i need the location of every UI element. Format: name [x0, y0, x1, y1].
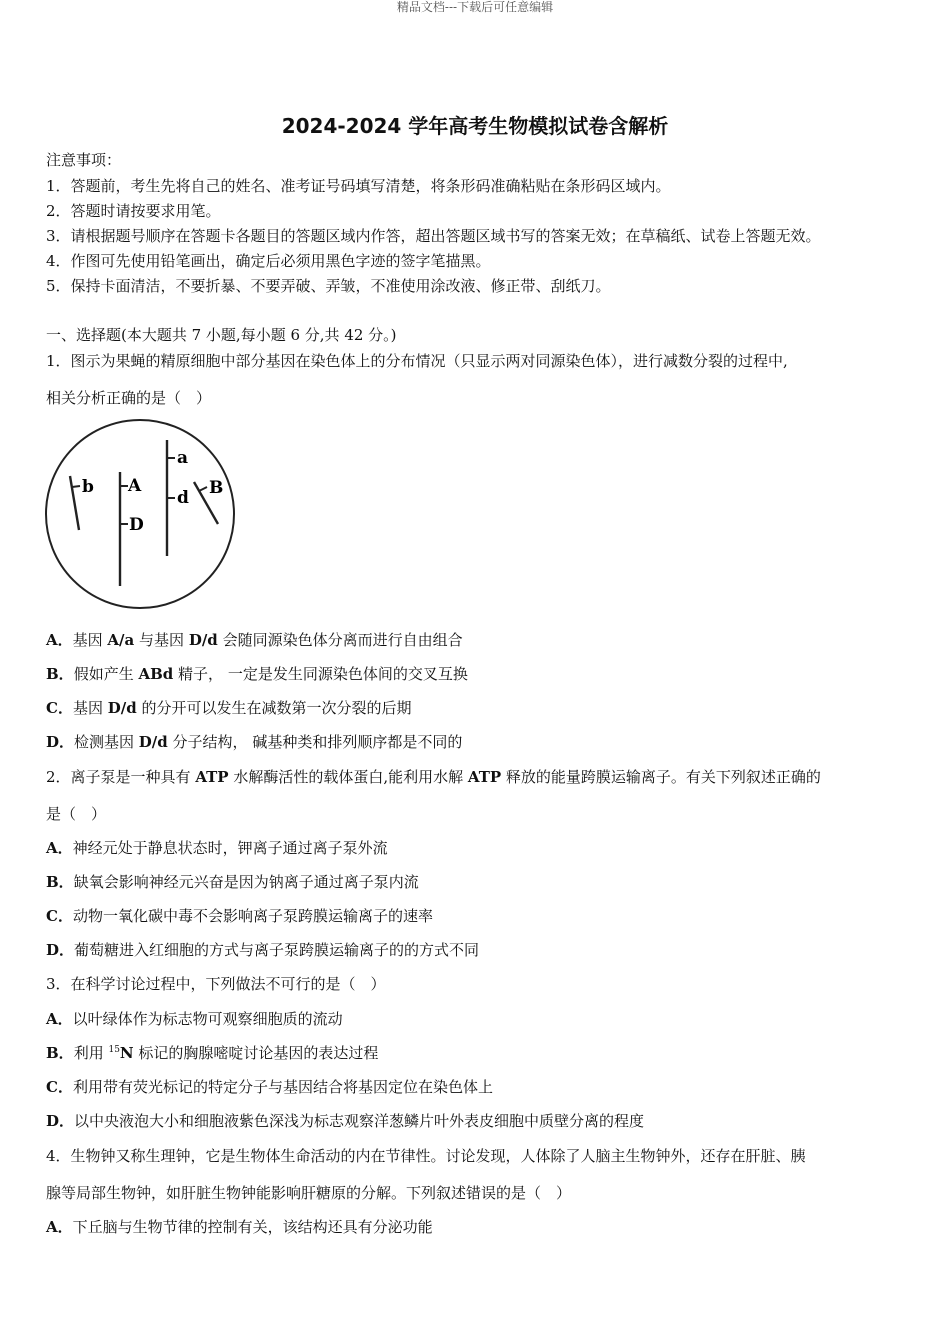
q1-stem-line-1: 1．图示为果蝇的精原细胞中部分基因在染色体上的分布情况（只显示两对同源染色体），进行减数分裂的过程中,	[46, 352, 788, 370]
option-text: 与基因	[134, 631, 189, 649]
q4-stem-line-2: 腺等局部生物钟，如肝脏生物钟能影响肝糖原的分解。下列叙述错误的是（ ）	[46, 1184, 572, 1202]
option-text: 以中央液泡大小和细胞液紫色深浅为标志观察洋葱鳞片叶外表皮细胞中质壁分离的程度	[74, 1112, 645, 1130]
chromosome-figure	[42, 416, 242, 616]
q2-option-c	[46, 906, 433, 926]
option-text: 会随同源染色体分离而进行自由组合	[217, 631, 463, 649]
gene-label-A: A	[128, 476, 142, 496]
option-text: 神经元处于静息状态时，钾离子通过离子泵外流	[72, 839, 388, 857]
option-letter: C．	[46, 1078, 73, 1096]
option-letter: B．	[46, 665, 74, 683]
notice-item-3: 3．请根据题号顺序在答题卡各题目的答题区域内作答，超出答题区域书写的答案无效；在草稿纸、试卷上答题无效。	[46, 227, 821, 245]
gene-mark-B	[199, 487, 207, 491]
gene-name: ABd	[138, 665, 174, 683]
option-text: 分子结构， 碱基种类和排列顺序都是不同的	[167, 733, 463, 751]
option-letter: D．	[46, 941, 75, 959]
option-text: 的分开可以发生在减数第一次分裂的后期	[136, 699, 412, 717]
option-letter: C．	[46, 907, 73, 925]
option-letter: D．	[46, 733, 75, 751]
notice-item-5: 5．保持卡面清洁，不要折暴、不要弄破、弄皱，不准使用涂改液、修正带、刮纸刀。	[46, 277, 611, 295]
notice-item-1: 1．答题前，考生先将自己的姓名、准考证号码填写清楚，将条形码准确粘贴在条形码区域内。	[46, 177, 671, 195]
option-letter: C．	[46, 699, 73, 717]
gene-label-a: a	[177, 448, 189, 468]
gene-label-d: d	[177, 488, 189, 508]
option-text: 葡萄糖进入红细胞的方式与离子泵跨膜运输离子的的方式不同	[74, 941, 480, 959]
gene-label-D: D	[129, 515, 144, 535]
gene-name: A/a	[107, 631, 135, 649]
stem-text: 水解酶活性的载体蛋白,能利用水解	[228, 768, 468, 786]
header-note: 精品文档---下载后可任意编辑	[396, 0, 554, 14]
notice-item-4: 4．作图可先使用铅笔画出，确定后必须用黑色字迹的签字笔描黑。	[46, 252, 491, 270]
isotope-mass-number: 15	[108, 1045, 120, 1055]
option-text: 利用带有荧光标记的特定分子与基因结合将基因定位在染色体上	[72, 1078, 493, 1096]
q3-option-d	[46, 1111, 644, 1131]
gene-name: D/d	[138, 733, 168, 751]
q1-option-a	[46, 630, 463, 650]
q2-option-b	[46, 872, 419, 892]
term-atp: ATP	[467, 768, 502, 786]
option-letter: A．	[46, 1218, 73, 1236]
option-letter: B．	[46, 1044, 74, 1062]
gene-name: D/d	[107, 699, 137, 717]
q2-option-d	[46, 940, 479, 960]
option-letter: A．	[46, 839, 73, 857]
option-letter: B．	[46, 873, 74, 891]
option-letter: A．	[46, 631, 73, 649]
q4-option-a	[46, 1217, 433, 1237]
option-text: 动物一氧化碳中毒不会影响离子泵跨膜运输离子的速率	[72, 907, 433, 925]
notice-item-2: 2．答题时请按要求用笔。	[46, 202, 221, 220]
page-title: 2024-2024 学年高考生物模拟试卷含解析	[281, 114, 669, 138]
q2-option-a	[46, 838, 388, 858]
cell-outline	[46, 420, 234, 608]
option-letter: D．	[46, 1112, 75, 1130]
q3-stem: 3．在科学讨论过程中，下列做法不可行的是（ ）	[46, 975, 386, 993]
isotope-symbol: N	[119, 1044, 134, 1062]
option-text: 以叶绿体作为标志物可观察细胞质的流动	[72, 1010, 343, 1028]
q1-option-b	[46, 664, 468, 684]
option-letter: A．	[46, 1010, 73, 1028]
option-text: 利用	[73, 1044, 109, 1062]
q3-option-a	[46, 1009, 343, 1029]
q2-stem-line-1	[46, 767, 821, 787]
q3-option-b	[46, 1043, 378, 1063]
notice-heading: 注意事项：	[46, 151, 122, 169]
chromosome-diagram	[42, 416, 242, 616]
q3-option-c	[46, 1077, 493, 1097]
option-text: 假如产生	[73, 665, 139, 683]
option-text: 精子， 一定是发生同源染色体间的交叉互换	[173, 665, 468, 683]
q1-option-d	[46, 732, 462, 752]
term-atp: ATP	[195, 768, 229, 786]
option-text: 检测基因	[74, 733, 139, 751]
q1-option-c	[46, 698, 412, 718]
option-text: 标记的胸腺嘧啶讨论基因的表达过程	[133, 1044, 379, 1062]
chromosome-b	[70, 476, 79, 530]
stem-text: 2．离子泵是一种具有	[46, 768, 196, 786]
gene-mark-b	[72, 486, 80, 487]
option-text: 缺氧会影响神经元兴奋是因为钠离子通过离子泵内流	[73, 873, 419, 891]
option-text: 基因	[72, 699, 108, 717]
stem-text: 释放的能量跨膜运输离子。有关下列叙述正确的	[501, 768, 821, 786]
q4-stem-line-1: 4．生物钟又称生理钟，它是生物体生命活动的内在节律性。讨论发现，人体除了人脑主生物钟外，还存在肝脏、胰	[46, 1147, 806, 1165]
gene-name: D/d	[188, 631, 218, 649]
q2-stem-line-2: 是（ ）	[46, 805, 107, 823]
gene-label-b: b	[82, 477, 94, 497]
option-text: 基因	[72, 631, 108, 649]
q1-stem-line-2: 相关分析正确的是（ ）	[46, 389, 212, 407]
option-text: 下丘脑与生物节律的控制有关，该结构还具有分泌功能	[72, 1218, 433, 1236]
section-heading: 一、选择题(本大题共 7 小题,每小题 6 分,共 42 分。)	[46, 326, 397, 344]
gene-label-B: B	[209, 478, 224, 498]
